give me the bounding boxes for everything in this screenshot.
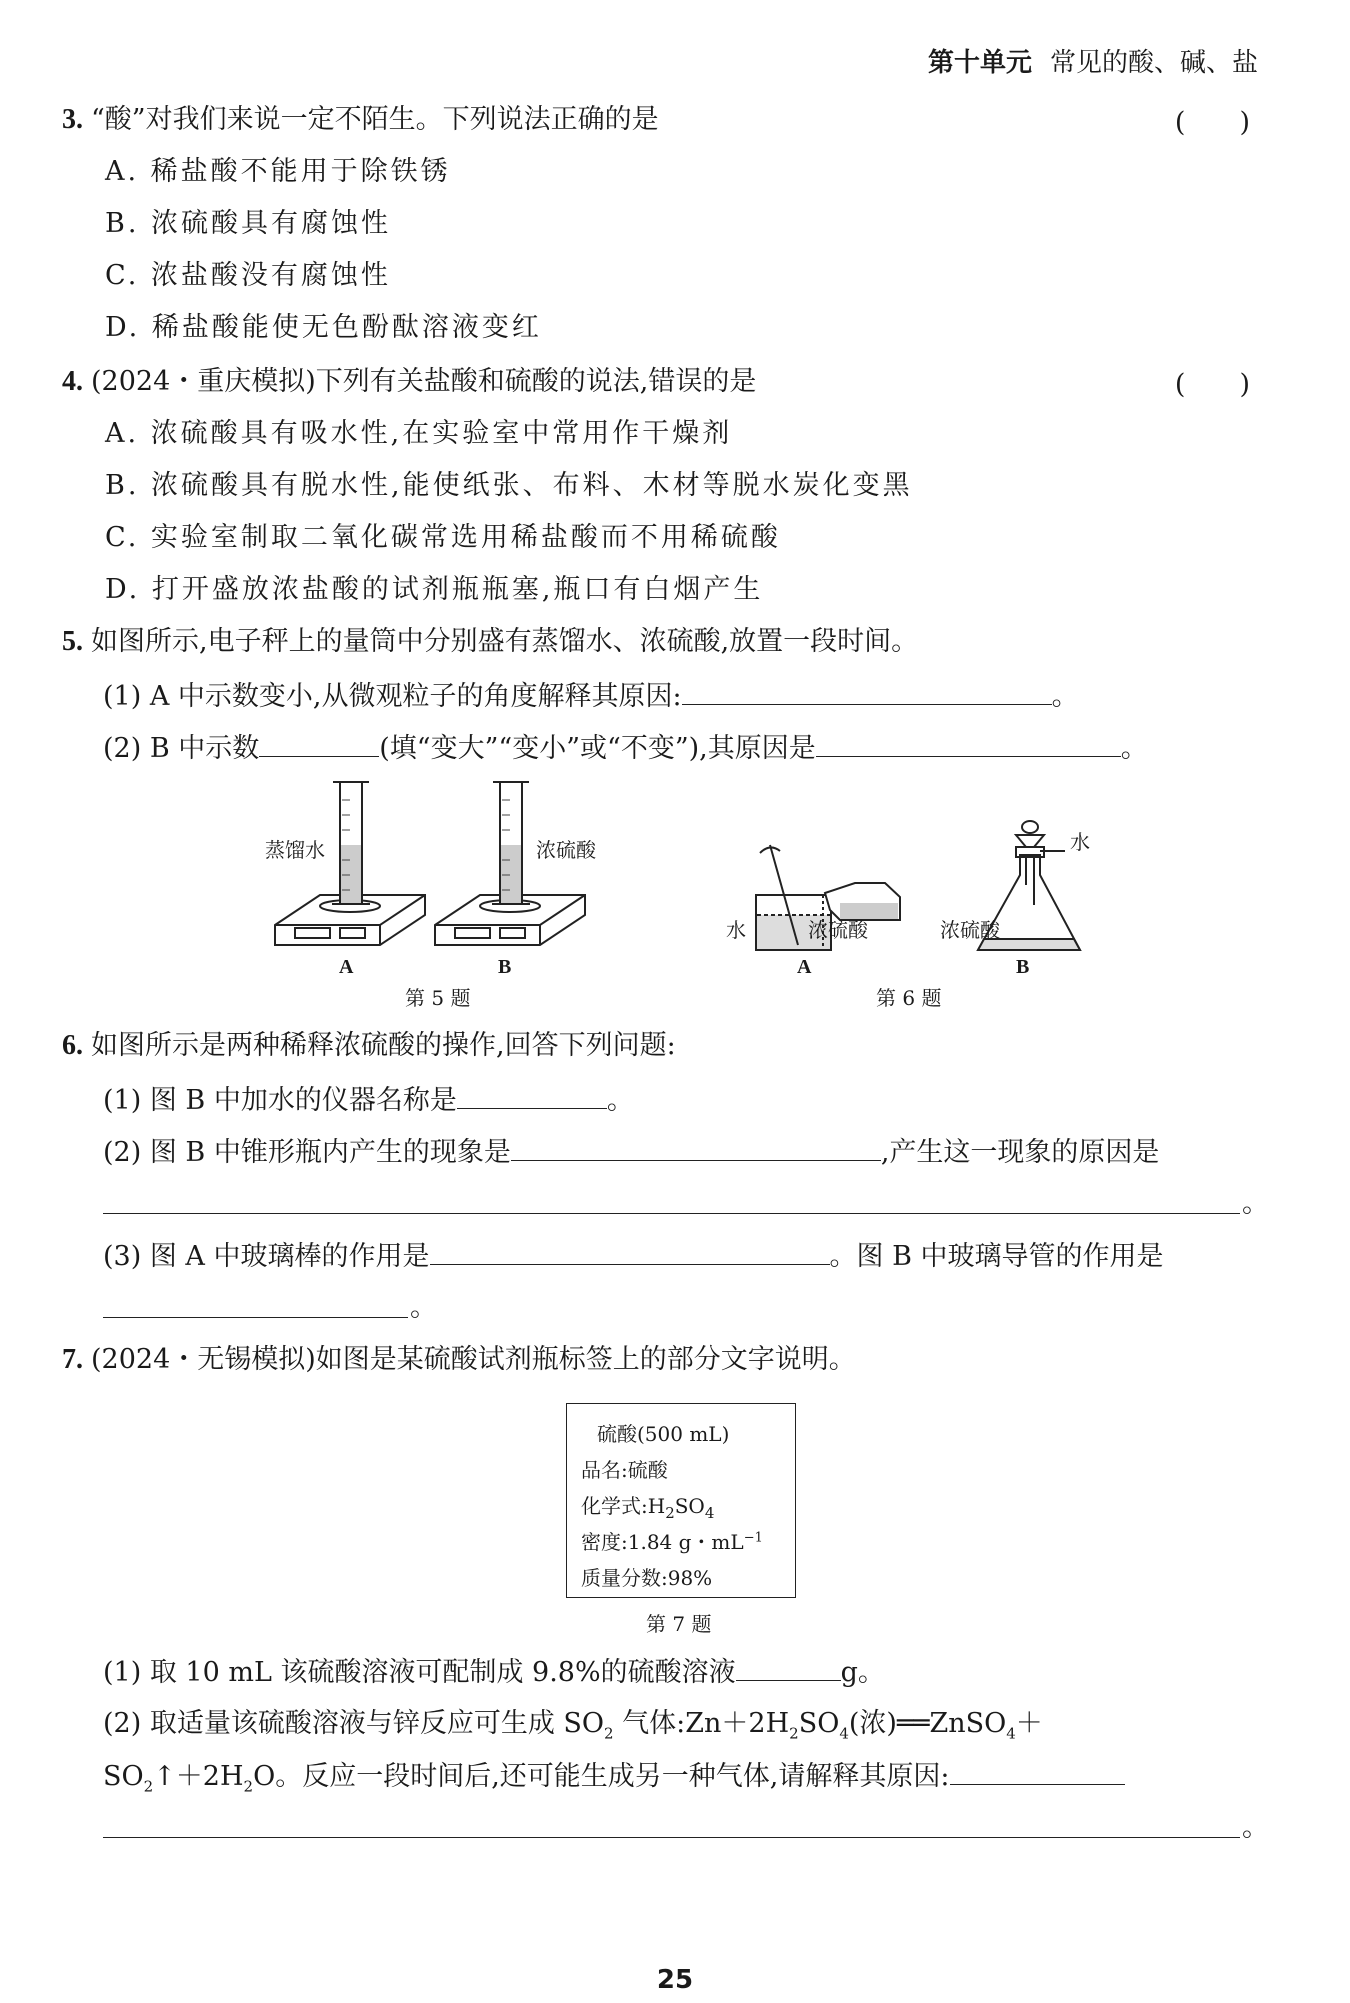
- answer-blank[interactable]: [682, 676, 1052, 705]
- part-text: (2) B 中示数: [103, 733, 260, 764]
- subscript: 2: [243, 1777, 254, 1796]
- part-text: ＋: [1015, 1708, 1043, 1739]
- part-end: 。: [1120, 733, 1148, 764]
- label-density: [581, 1526, 763, 1555]
- part-text: ↑＋2H: [153, 1761, 244, 1792]
- label-title: 硫酸(500 mL): [597, 1422, 730, 1446]
- figure-6-label-acid-a: 浓硫酸: [808, 918, 868, 942]
- answer-bracket: ( ): [1174, 369, 1250, 400]
- question-text: (2024・重庆模拟)下列有关盐酸和硫酸的说法,错误的是: [91, 366, 757, 397]
- part-text: 。图 B 中玻璃导管的作用是: [829, 1241, 1164, 1272]
- q7-part-2-line2: [103, 1756, 1303, 1806]
- figure-6-label-acid-b: 浓硫酸: [940, 918, 1000, 942]
- figure-label-b: B: [1016, 956, 1030, 978]
- question-number: 3.: [62, 104, 83, 135]
- question-4-stem: [62, 362, 1262, 402]
- q6-part-3-end: 。: [410, 1292, 437, 1323]
- part-text: SO: [798, 1708, 840, 1739]
- question-number: 4.: [62, 366, 83, 397]
- part-text: O。反应一段时间后,还可能生成另一种气体,请解释其原因:: [253, 1761, 950, 1792]
- answer-blank[interactable]: [430, 1236, 830, 1265]
- answer-blank[interactable]: [736, 1652, 841, 1681]
- answer-blank[interactable]: [457, 1080, 607, 1109]
- figure-7-caption: 第 7 题: [646, 1612, 712, 1636]
- text: SO: [674, 1494, 705, 1518]
- q7-part-2: [103, 1704, 1303, 1753]
- question-5-stem: [62, 622, 1262, 662]
- q6-part-1: [103, 1080, 1303, 1121]
- text: 化学式:H: [581, 1494, 666, 1518]
- subscript: 2: [143, 1777, 154, 1796]
- answer-blank[interactable]: [511, 1132, 881, 1161]
- q5-part-2: [103, 728, 1303, 769]
- question-number: 6.: [62, 1030, 83, 1061]
- figure-label-water: 蒸馏水: [265, 838, 325, 862]
- option-b: B. 浓硫酸具有脱水性,能使纸张、布料、木材等脱水炭化变黑: [105, 470, 913, 501]
- q6-part-2-end: 。: [1242, 1188, 1269, 1219]
- label-mass-fraction: 质量分数:98%: [581, 1566, 713, 1590]
- figure-label-b: B: [498, 956, 512, 978]
- option-a: A. 浓硫酸具有吸水性,在实验室中常用作干燥剂: [105, 418, 733, 449]
- figure-6-label-water-b: 水: [1070, 830, 1090, 854]
- question-text: 如图所示是两种稀释浓硫酸的操作,回答下列问题:: [91, 1030, 676, 1061]
- part-text: ,产生这一现象的原因是: [880, 1137, 1160, 1168]
- superscript: −1: [743, 1530, 763, 1546]
- option-d: D. 打开盛放浓盐酸的试剂瓶瓶塞,瓶口有白烟产生: [105, 574, 764, 605]
- page-number: 25: [656, 1965, 694, 1995]
- text: 密度:1.84 g・mL: [581, 1530, 744, 1554]
- figure-6-label-water-a: 水: [726, 918, 746, 942]
- answer-blank[interactable]: [950, 1756, 1125, 1785]
- figure-label-a: A: [797, 956, 812, 978]
- unit-label: 第十单元: [927, 48, 1032, 78]
- q7-part-1: [103, 1652, 1303, 1693]
- part-text: (2) 取适量该硫酸溶液与锌反应可生成 SO: [103, 1708, 605, 1739]
- answer-line[interactable]: [103, 1835, 1240, 1838]
- answer-blank[interactable]: [816, 728, 1121, 757]
- question-number: 7.: [62, 1344, 83, 1375]
- figure-label-a: A: [339, 956, 354, 978]
- subscript: 2: [665, 1504, 675, 1522]
- figure-6-dilution: [720, 815, 1120, 965]
- option-b: B. 浓硫酸具有腐蚀性: [105, 208, 392, 239]
- part-text: SO: [103, 1761, 144, 1792]
- part-text: (填“变大”“变小”或“不变”),其原因是: [379, 733, 816, 764]
- option-c: C. 实验室制取二氧化碳常选用稀盐酸而不用稀硫酸: [105, 522, 781, 553]
- unit-title: 常见的酸、碱、盐: [1049, 48, 1258, 78]
- subscript: 2: [604, 1724, 614, 1743]
- q6-part-3: [103, 1236, 1303, 1277]
- subscript: 4: [1006, 1724, 1016, 1743]
- figure-5-scales: [250, 770, 610, 980]
- part-end: g。: [840, 1657, 885, 1688]
- answer-line[interactable]: [103, 1211, 1240, 1214]
- figure-label-acid: 浓硫酸: [536, 838, 596, 862]
- page-header: [928, 42, 1258, 79]
- part-text: (2) 图 B 中锥形瓶内产生的现象是: [103, 1137, 511, 1168]
- question-3-stem: [62, 100, 1262, 140]
- part-text: (1) 取 10 mL 该硫酸溶液可配制成 9.8%的硫酸溶液: [103, 1657, 736, 1688]
- part-text: (3) 图 A 中玻璃棒的作用是: [103, 1241, 430, 1272]
- label-name: 品名:硫酸: [581, 1458, 668, 1482]
- question-number: 5.: [62, 626, 83, 657]
- q5-part-1: [103, 676, 1303, 717]
- question-6-stem: [62, 1026, 1262, 1066]
- option-d: D. 稀盐酸能使无色酚酞溶液变红: [105, 312, 542, 343]
- question-text: (2024・无锡模拟)如图是某硫酸试剂瓶标签上的部分文字说明。: [91, 1344, 856, 1375]
- answer-line[interactable]: [103, 1315, 408, 1318]
- q7-part-2-end: 。: [1242, 1812, 1269, 1843]
- answer-blank[interactable]: [259, 728, 379, 757]
- answer-bracket: ( ): [1174, 107, 1250, 138]
- part-end: 。: [606, 1085, 634, 1116]
- figure-6-caption: 第 6 题: [876, 986, 942, 1010]
- subscript: 4: [704, 1504, 715, 1522]
- question-text: 如图所示,电子秤上的量筒中分别盛有蒸馏水、浓硫酸,放置一段时间。: [91, 626, 919, 657]
- part-end: 。: [1051, 681, 1079, 712]
- part-text: 气体:Zn＋2H: [613, 1708, 790, 1739]
- part-text: (浓)══ZnSO: [848, 1708, 1007, 1739]
- option-c: C. 浓盐酸没有腐蚀性: [105, 260, 391, 291]
- part-text: (1) 图 B 中加水的仪器名称是: [103, 1085, 457, 1116]
- question-text: “酸”对我们来说一定不陌生。下列说法正确的是: [91, 104, 659, 135]
- reagent-label: [566, 1403, 796, 1598]
- option-a: A. 稀盐酸不能用于除铁锈: [105, 156, 451, 187]
- label-formula: [581, 1490, 714, 1522]
- question-7-stem: [62, 1340, 1262, 1380]
- subscript: 4: [839, 1724, 849, 1743]
- figure-5-caption: 第 5 题: [405, 986, 471, 1010]
- q6-part-2: [103, 1132, 1303, 1173]
- part-text: (1) A 中示数变小,从微观粒子的角度解释其原因:: [103, 681, 682, 712]
- subscript: 2: [789, 1724, 799, 1743]
